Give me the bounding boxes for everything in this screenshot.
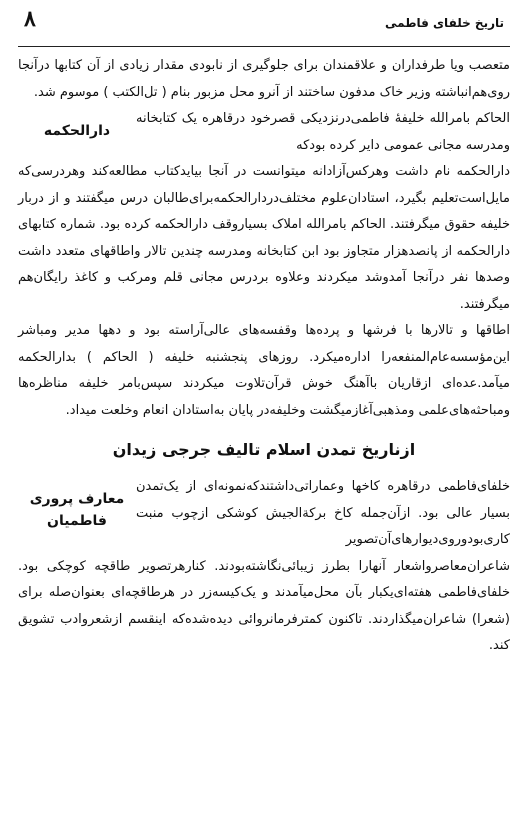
paragraph-dar-al-hikma-intro: الحاکم بامرالله خلیفهٔ فاطمی‌درنزدیکی قصرخود درقاهره یک کتابخانه ومدرسه مجانی عمومی دایر کرده بودکه [136,111,510,153]
side-label-patronage-line2: فاطمیان [47,513,107,529]
side-label-dar-al-hikma: دارالحکمه [43,123,111,139]
paragraph-opening: متعصب ویا طرفداران و علاقمندان برای جلوگیری از نابودی مقدار زیادی از آن کتابها درآنجا روی‌هم‌انباشته وزیر خاک مدفون ساختند از آنرو محل مزبور بنام ( تل‌الکتب ) موسوم شد. [18,58,510,100]
section-dar-al-hikma [18,106,510,424]
paragraph-dar-al-hikma-second: اطاقها و تالارها با فرشها و پرده‌ها وقفسه‌های عالی‌آراسته بود و دهها مدیر ومباشر این‌مؤسسه‌عام‌المنفعه‌را اداره‌میکرد. روزهای پنجشنبه خلیفه ( الحاکم ) بدارالحکمه میآمد.عده‌ای ازقاریان باآهنگ خوش قرآن‌تلاوت میکردند سپس‌بامر خلیفه مناظره‌ها ومباحثه‌های‌علمی ومذهبی‌آغازمیگشت وخلیفه‌در پایان به‌استادان انعام وخلعت میداد. [18,323,510,418]
side-label-patronage [18,474,136,532]
page-header [18,0,510,47]
running-title: تاریخ خلفای فاطمی [385,16,504,30]
paragraph-patronage-intro: خلفای‌فاطمی درقاهره کاخها وعماراتی‌داشتند‌که‌نمونه‌ای از یک‌تمدن بسیار عالی بود. ازآن‌جمله کاخ برکةالجیش کوشکی ازچوب منبت کاری‌بودوروی‌دیوارهای‌آن‌تصویر [136,479,510,547]
paragraph-patronage-main: شاعران‌معاصرواشعار آنهارا بطرز زیبائی‌نگاشته‌بودند. کنارهرتصویر طاقچه کوچکی بود. خلفای‌فاطمی هفته‌ای‌یکبار بآن محل‌میآمدند و یک‌کیسه‌زر در هرطاقچه‌ای بعنوان‌صله برای (شعرا) شاعران‌میگذاردند. تاکنون کمترفرمانروائی دیده‌شده‌که اینقسم ازشعروادب تشویق کند. [18,558,510,653]
paragraph-dar-al-hikma-main: دارالحکمه نام داشت وهرکس‌آزادانه میتوانست در آنجا بیاید‌کتاب مطالعه‌کند وهردرسی‌که مایل‌است‌تعلیم بگیرد، استادان‌علوم مختلف‌دردارالحکمه‌برای‌طالبان درس میگفتند و از دربار خلیفه حقوق میگرفتند. الحاکم بامرالله املاک بسیاروقف دارالحکمه کرده بود. شماره کتابهای دارالحکمه از پانصدهزار متجاوز بود ابن کتابخانه ومدرسه چندین تالار واطاقهای متعدد داشت وصدها نفر درآنجا آمدوشد میکردند وعلاوه بردرس مجانی قلم ومرکب و کاغذ رایگان‌هم میگرفتند. [18,164,510,312]
page-number: ۸ [24,6,36,32]
side-label-patronage-line1: معارف پروری [29,491,125,507]
section-fatimid-patronage [18,474,510,660]
section-heading: از‌ناریخ تمدن اسلام تالیف جرجی زیدان [112,440,416,459]
